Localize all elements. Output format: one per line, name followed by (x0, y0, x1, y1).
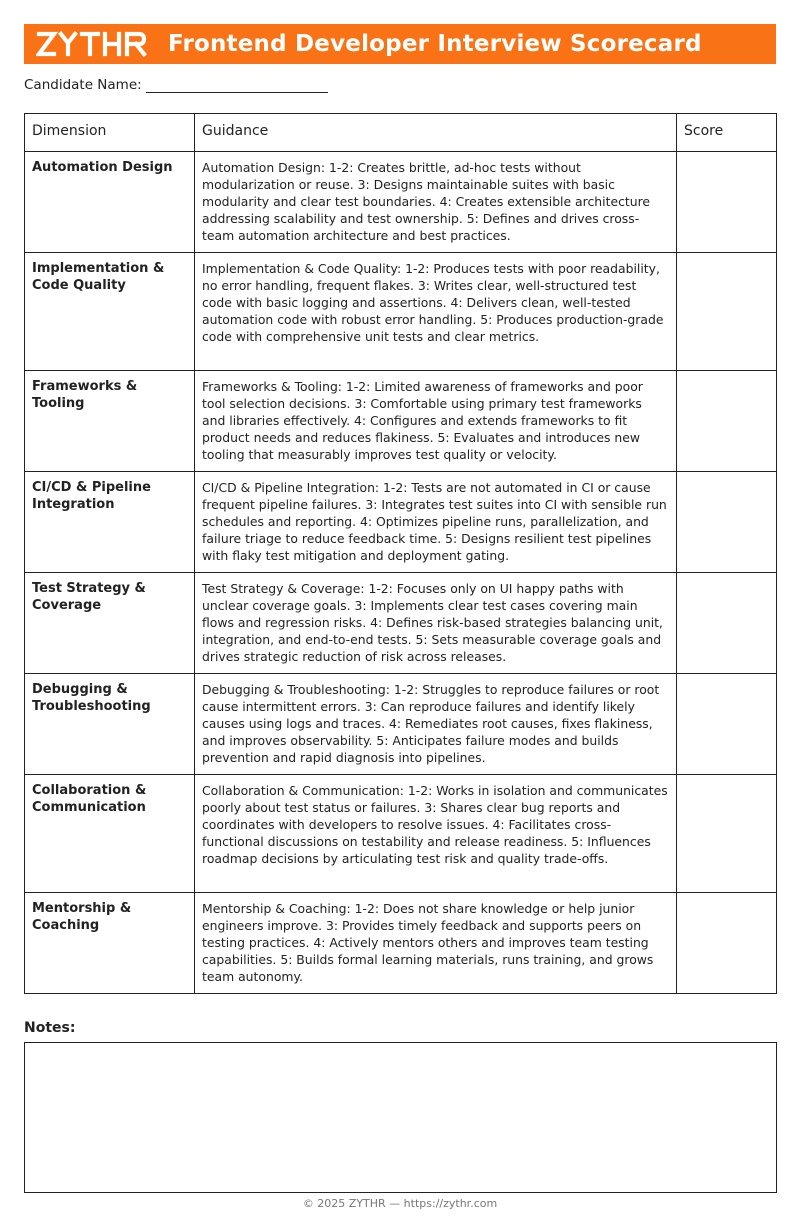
dimension-cell: Debugging & Troubleshooting (25, 674, 195, 775)
guidance-cell: Automation Design: 1-2: Creates brittle, ad-hoc tests without modularization or reuse. 3: Designs maintainable suites with basic modularity and clear test boundaries. 4: Creates extensible architecture addressing scalability and test ownership. 5: Defines and drives cross-team automation architecture and best practices. (195, 152, 677, 253)
guidance-cell: CI/CD & Pipeline Integration: 1-2: Tests are not automated in CI or cause frequent pipeline failures. 3: Integrates test suites into CI with sensible run schedules and reporting. 4: Optimizes pipeline runs, parallelization, and failure triage to reduce feedback time. 5: Designs resilient test pipelines with flaky test mitigation and deployment gating. (195, 472, 677, 573)
score-cell[interactable] (677, 371, 777, 472)
guidance-cell: Mentorship & Coaching: 1-2: Does not share knowledge or help junior engineers improve. 3: Provides timely feedback and supports peers on testing practices. 4: Actively mentors others and improves team testing capabilities. 5: Builds formal learning materials, runs training, and grows team autonomy. (195, 893, 677, 994)
notes-box[interactable] (24, 1042, 777, 1193)
table-row (25, 152, 777, 253)
dimension-cell: Mentorship & Coaching (25, 893, 195, 994)
table-row (25, 472, 777, 573)
table-row (25, 775, 777, 893)
column-header-score: Score (677, 114, 777, 152)
footer: © 2025 ZYTHR — https://zythr.com (302, 1197, 498, 1210)
table-row (25, 371, 777, 472)
dimension-cell: Collaboration & Communication (25, 775, 195, 893)
dimension-cell: Automation Design (25, 152, 195, 253)
scorecard-table (24, 113, 777, 994)
table-row (25, 573, 777, 674)
dimension-cell: Implementation & Code Quality (25, 253, 195, 371)
table-row (25, 893, 777, 994)
score-cell[interactable] (677, 775, 777, 893)
page-title: Frontend Developer Interview Scorecard (168, 31, 702, 57)
guidance-cell: Implementation & Code Quality: 1-2: Produces tests with poor readability, no error handling, frequent flakes. 3: Writes clear, well-structured test code with basic logging and assertions. 4: Delivers clean, well-tested automation code with robust error handling. 5: Produces production-grade code with comprehensive unit tests and clear metrics. (195, 253, 677, 371)
dimension-cell: Frameworks & Tooling (25, 371, 195, 472)
table-header-row (25, 114, 777, 152)
score-cell[interactable] (677, 152, 777, 253)
header-banner (24, 24, 776, 64)
score-cell[interactable] (677, 472, 777, 573)
candidate-name-label: Candidate Name: (24, 77, 142, 93)
table-row (25, 674, 777, 775)
dimension-cell: Test Strategy & Coverage (25, 573, 195, 674)
score-cell[interactable] (677, 893, 777, 994)
score-cell[interactable] (677, 253, 777, 371)
dimension-cell: CI/CD & Pipeline Integration (25, 472, 195, 573)
zythr-logo (36, 30, 148, 58)
column-header-dimension: Dimension (25, 114, 195, 152)
notes-label: Notes: (24, 1020, 76, 1036)
column-header-guidance: Guidance (195, 114, 677, 152)
guidance-cell: Frameworks & Tooling: 1-2: Limited awareness of frameworks and poor tool selection decisions. 3: Comfortable using primary test frameworks and libraries effectively. 4: Configures and extends frameworks to fit product needs and reduces flakiness. 5: Evaluates and introduces new tooling that measurably improves test quality or velocity. (195, 371, 677, 472)
candidate-name-field (24, 77, 328, 93)
table-row (25, 253, 777, 371)
guidance-cell: Test Strategy & Coverage: 1-2: Focuses only on UI happy paths with unclear coverage goals. 3: Implements clear test cases covering main flows and regression risks. 4: Defines risk-based strategies balancing unit, integration, and end-to-end tests. 5: Sets measurable coverage goals and drives strategic reduction of risk across releases. (195, 573, 677, 674)
score-cell[interactable] (677, 674, 777, 775)
guidance-cell: Debugging & Troubleshooting: 1-2: Struggles to reproduce failures or root cause intermittent errors. 3: Can reproduce failures and identify likely causes using logs and traces. 4: Remediates root causes, fixes flakiness, and improves observability. 5: Anticipates failure modes and builds prevention and rapid diagnosis into pipelines. (195, 674, 677, 775)
score-cell[interactable] (677, 573, 777, 674)
guidance-cell: Collaboration & Communication: 1-2: Works in isolation and communicates poorly about test status or failures. 3: Shares clear bug reports and coordinates with developers to resolve issues. 4: Facilitates cross-functional discussions on testability and release readiness. 5: Influences roadmap decisions by articulating test risk and quality trade-offs. (195, 775, 677, 893)
candidate-name-line[interactable] (146, 78, 328, 93)
